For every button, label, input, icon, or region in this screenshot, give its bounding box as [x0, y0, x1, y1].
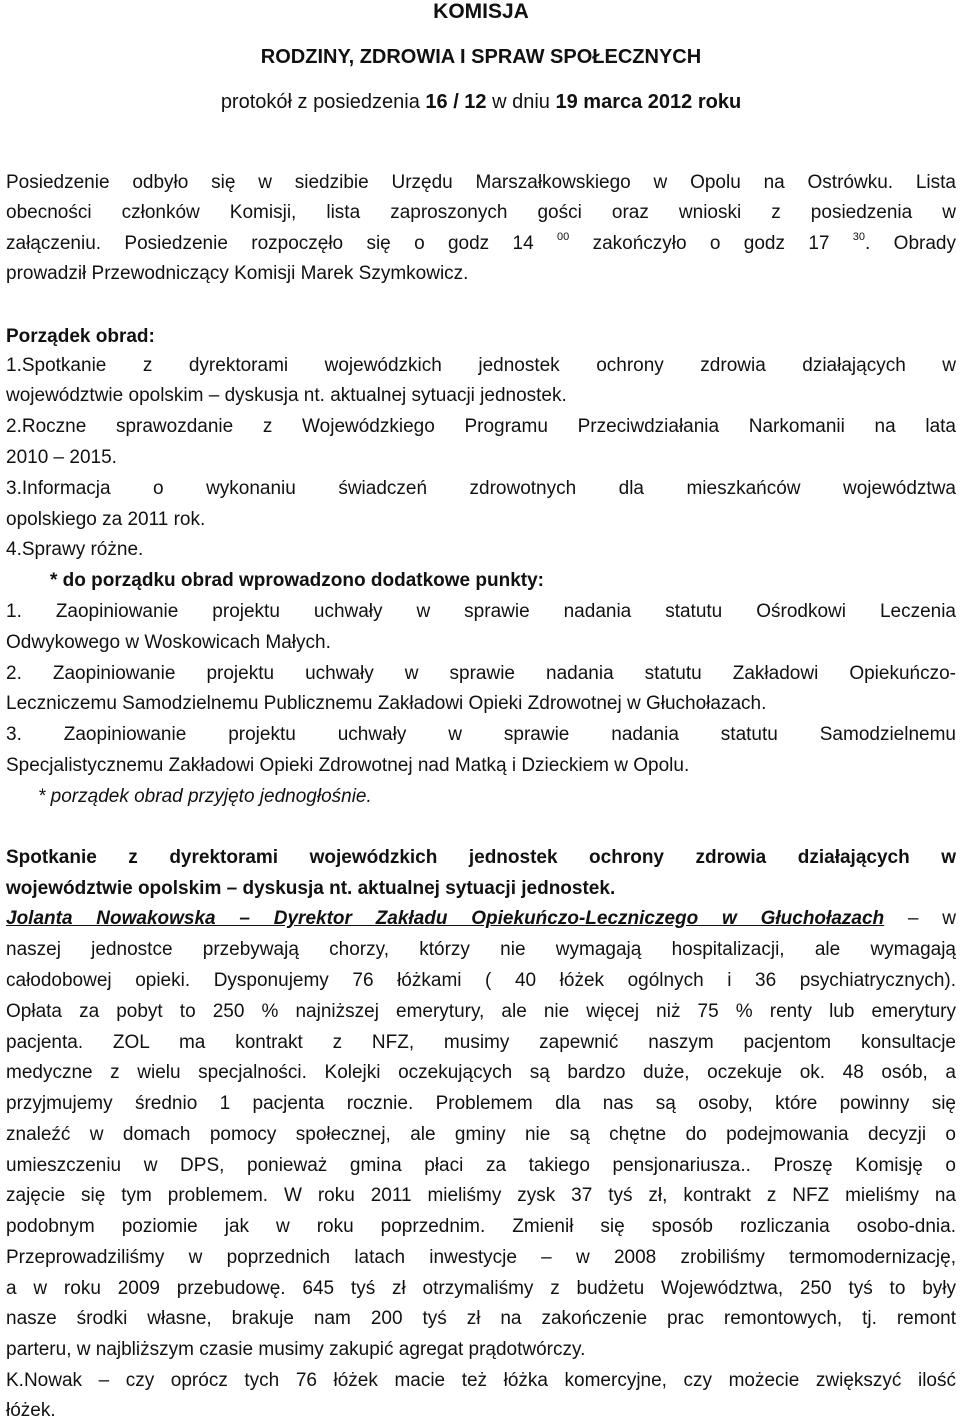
question-line-2: łóżek.	[6, 1400, 56, 1421]
speaker-line: Jolanta Nowakowska – Dyrektor Zakładu Opiekuńczo-Leczniczego w Głuchołazach – w	[6, 908, 956, 929]
statement-line: parteru, w najbliższym czasie musimy zakupić agregat prądotwórczy.	[6, 1339, 586, 1360]
statement-line: znaleźć w domach pomocy społecznej, ale gminy nie są chętne do podejmowania decyzji o	[6, 1124, 956, 1145]
question-line-1: K.Nowak – czy oprócz tych 76 łóżek macie też łóżka komercyjne, czy możecie zwiększyć ilość	[6, 1370, 956, 1391]
intro-line-2: obecności członków Komisji, lista zaproszonych gości oraz wnioski z posiedzenia w	[6, 202, 956, 223]
agenda-item-1a: 1.Spotkanie z dyrektorami wojewódzkich jednostek ochrony zdrowia działających w	[6, 355, 956, 376]
section-heading-line-1: Spotkanie z dyrektorami wojewódzkich jednostek ochrony zdrowia działających w	[6, 847, 956, 868]
extra-item-2b: Leczniczemu Samodzielnemu Publicznemu Zakładowi Opieki Zdrowotnej w Głuchołazach.	[6, 693, 767, 714]
intro-line-4: prowadził Przewodniczący Komisji Marek Szymkowicz.	[6, 263, 469, 284]
extra-item-1a: 1. Zaopiniowanie projektu uchwały w sprawie nadania statutu Ośrodkowi Leczenia	[6, 601, 956, 622]
statement-line: medyczne z wielu specjalności. Kolejki oczekujących są bardzo duże, oczekuje ok. 48 osób, a	[6, 1062, 956, 1083]
agenda-item-4: 4.Sprawy różne.	[6, 539, 144, 560]
intro-line-1: Posiedzenie odbyło się w siedzibie Urzędu Marszałkowskiego w Opolu na Ostrówku. Lista	[6, 172, 956, 193]
extra-item-2a: 2. Zaopiniowanie projektu uchwały w sprawie nadania statutu Zakładowi Opiekuńczo-	[6, 663, 956, 684]
agenda-item-3a: 3.Informacja o wykonaniu świadczeń zdrowotnych dla mieszkańców województwa	[6, 478, 956, 499]
statement-line: całodobowej opieki. Dysponujemy 76 łóżkami ( 40 łóżek ogólnych i 36 psychiatrycznych).	[6, 970, 956, 991]
doc-title: KOMISJA	[433, 0, 529, 23]
agenda-heading: Porządek obrad:	[6, 326, 155, 347]
agenda-item-2b: 2010 – 2015.	[6, 447, 117, 468]
section-heading-line-2: województwie opolskim – dyskusja nt. aktualnej sytuacji jednostek.	[6, 878, 616, 899]
statement-line: przyjmujemy średnio 1 pacjenta rocznie. Problemem dla nas są osoby, które powinny się	[6, 1093, 956, 1114]
statement-line: podobnym poziomie jak w roku poprzednim. Zmienił się sposób rozliczania osobo-dnia.	[6, 1216, 956, 1237]
statement-line: zajęcie się tym problemem. W roku 2011 mieliśmy zysk 37 tyś zł, kontrakt z NFZ mieliśmy na	[6, 1185, 956, 1206]
agenda-accepted-note: * porządek obrad przyjęto jednogłośnie.	[38, 786, 372, 807]
protocol-line: protokół z posiedzenia 16 / 12 w dniu 19 marca 2012 roku	[220, 91, 742, 113]
statement-line: pacjenta. ZOL ma kontrakt z NFZ, musimy zapewnić naszym pacjentom konsultacje	[6, 1032, 956, 1053]
statement-line: naszej jednostce przebywają chorzy, którzy nie wymagają hospitalizacji, ale wymagają	[6, 939, 956, 960]
statement-line: Opłata za pobyt to 250 % najniższej emerytury, ale nie więcej niż 75 % renty lub emerytury	[6, 1001, 956, 1022]
agenda-item-1b: województwie opolskim – dyskusja nt. aktualnej sytuacji jednostek.	[6, 385, 567, 406]
intro-line-3: załączeniu. Posiedzenie rozpoczęło się o godz 14 $^{00}$ zakończyło o godz 17 $^{30}$. Obrady	[6, 231, 956, 254]
extra-item-3b: Specjalistycznemu Zakładowi Opieki Zdrowotnej nad Matką i Dzieckiem w Opolu.	[6, 755, 690, 776]
statement-line: nasze środki własne, brakuje nam 200 tyś zł na zakończenie prac remontowych, tj. remont	[6, 1308, 956, 1329]
committee-name: RODZINY, ZDROWIA I SPRAW SPOŁECZNYCH	[260, 46, 702, 68]
statement-line: Przeprowadziliśmy w poprzednich latach inwestycje – w 2008 zrobiliśmy termomodernizację,	[6, 1247, 956, 1268]
statement-line: a w roku 2009 przebudowę. 645 tyś zł otrzymaliśmy z budżetu Województwa, 250 tyś to były	[6, 1278, 956, 1299]
extra-item-3a: 3. Zaopiniowanie projektu uchwały w sprawie nadania statutu Samodzielnemu	[6, 724, 956, 745]
extra-item-1b: Odwykowego w Woskowicach Małych.	[6, 632, 331, 653]
extra-items-heading: * do porządku obrad wprowadzono dodatkowe punkty:	[50, 570, 544, 591]
agenda-item-3b: opolskiego za 2011 rok.	[6, 509, 206, 530]
statement-line: umieszczeniu w DPS, ponieważ gmina płaci za takiego pensjonariusza.. Proszę Komisję o	[6, 1155, 956, 1176]
agenda-item-2a: 2.Roczne sprawozdanie z Wojewódzkiego Programu Przeciwdziałania Narkomanii na lata	[6, 416, 956, 437]
speaker-name: Jolanta Nowakowska – Dyrektor Zakładu Opiekuńczo-Leczniczego w Głuchołazach	[6, 908, 885, 929]
